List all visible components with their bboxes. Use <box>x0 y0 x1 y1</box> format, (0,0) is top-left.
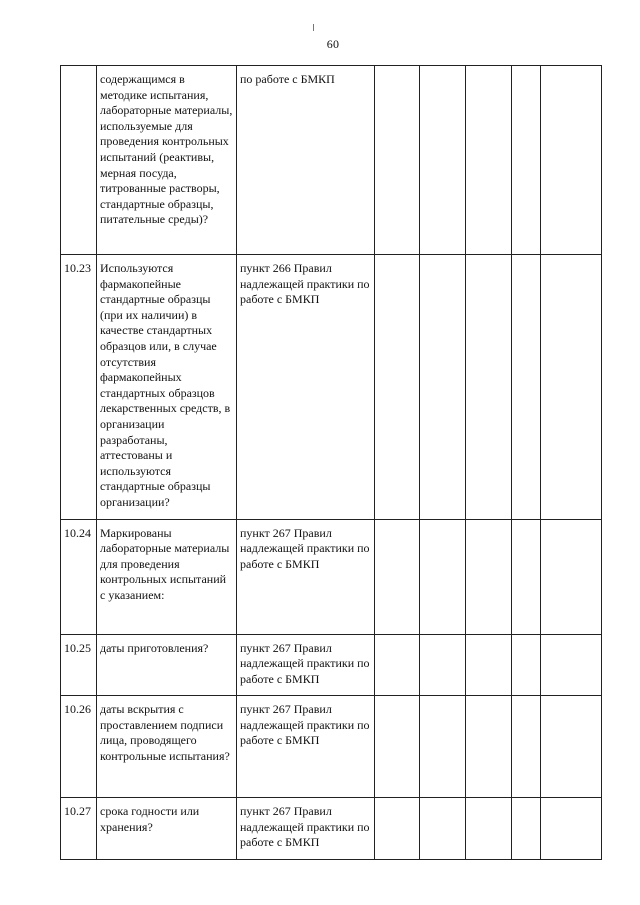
table-row <box>61 519 602 634</box>
question-text: Маркированы лабораторные материалы для проведения контрольных испытаний с указанием: <box>97 519 237 634</box>
reference-text: пункт 267 Правил надлежащей практики по работе с БМКП <box>237 519 375 634</box>
table-row <box>61 798 602 860</box>
question-text: содержащимся в методике испытания, лабораторные материалы, используемые для проведения контрольных испытаний (реактивы, мерная посуда, титрованные растворы, стандартные образцы, питательные среды)? <box>97 66 237 255</box>
answer-cell[interactable] <box>420 255 466 520</box>
notes-cell[interactable] <box>541 798 602 860</box>
row-number: 10.24 <box>61 519 97 634</box>
question-text: Используются фармакопейные стандартные образцы (при их наличии) в качестве стандартных образцов или, в случае отсутствия фармакопейных стандартных образцов лекарственных средств, в организации разработаны, аттестованы и используются стандартные образцы организации? <box>97 255 237 520</box>
answer-cell[interactable] <box>466 66 512 255</box>
notes-cell[interactable] <box>541 255 602 520</box>
answer-cell[interactable] <box>375 634 420 696</box>
notes-cell[interactable] <box>541 66 602 255</box>
scan-mark <box>313 24 314 31</box>
notes-cell[interactable] <box>541 519 602 634</box>
answer-cell[interactable] <box>512 798 541 860</box>
answer-cell[interactable] <box>466 255 512 520</box>
answer-cell[interactable] <box>420 66 466 255</box>
answer-cell[interactable] <box>420 634 466 696</box>
row-number: 10.27 <box>61 798 97 860</box>
table-row <box>61 255 602 520</box>
answer-cell[interactable] <box>512 519 541 634</box>
answer-cell[interactable] <box>512 66 541 255</box>
question-text: срока годности или хранения? <box>97 798 237 860</box>
answer-cell[interactable] <box>375 798 420 860</box>
checklist-table <box>60 65 602 860</box>
row-number <box>61 66 97 255</box>
reference-text: по работе с БМКП <box>237 66 375 255</box>
row-number: 10.23 <box>61 255 97 520</box>
reference-text: пункт 267 Правил надлежащей практики по работе с БМКП <box>237 798 375 860</box>
table-row <box>61 634 602 696</box>
question-text: даты приготовления? <box>97 634 237 696</box>
answer-cell[interactable] <box>466 798 512 860</box>
answer-cell[interactable] <box>512 634 541 696</box>
page-number: 60 <box>326 37 340 51</box>
answer-cell[interactable] <box>375 255 420 520</box>
reference-text: пункт 266 Правил надлежащей практики по работе с БМКП <box>237 255 375 520</box>
answer-cell[interactable] <box>375 66 420 255</box>
answer-cell[interactable] <box>420 519 466 634</box>
reference-text: пункт 267 Правил надлежащей практики по работе с БМКП <box>237 696 375 798</box>
reference-text: пункт 267 Правил надлежащей практики по работе с БМКП <box>237 634 375 696</box>
notes-cell[interactable] <box>541 634 602 696</box>
question-text: даты вскрытия с проставлением подписи лица, проводящего контрольные испытания? <box>97 696 237 798</box>
row-number: 10.25 <box>61 634 97 696</box>
answer-cell[interactable] <box>375 519 420 634</box>
table-row <box>61 696 602 798</box>
answer-cell[interactable] <box>466 634 512 696</box>
answer-cell[interactable] <box>420 798 466 860</box>
answer-cell[interactable] <box>420 696 466 798</box>
answer-cell[interactable] <box>375 696 420 798</box>
answer-cell[interactable] <box>512 255 541 520</box>
row-number: 10.26 <box>61 696 97 798</box>
notes-cell[interactable] <box>541 696 602 798</box>
answer-cell[interactable] <box>512 696 541 798</box>
answer-cell[interactable] <box>466 519 512 634</box>
table-row <box>61 66 602 255</box>
answer-cell[interactable] <box>466 696 512 798</box>
